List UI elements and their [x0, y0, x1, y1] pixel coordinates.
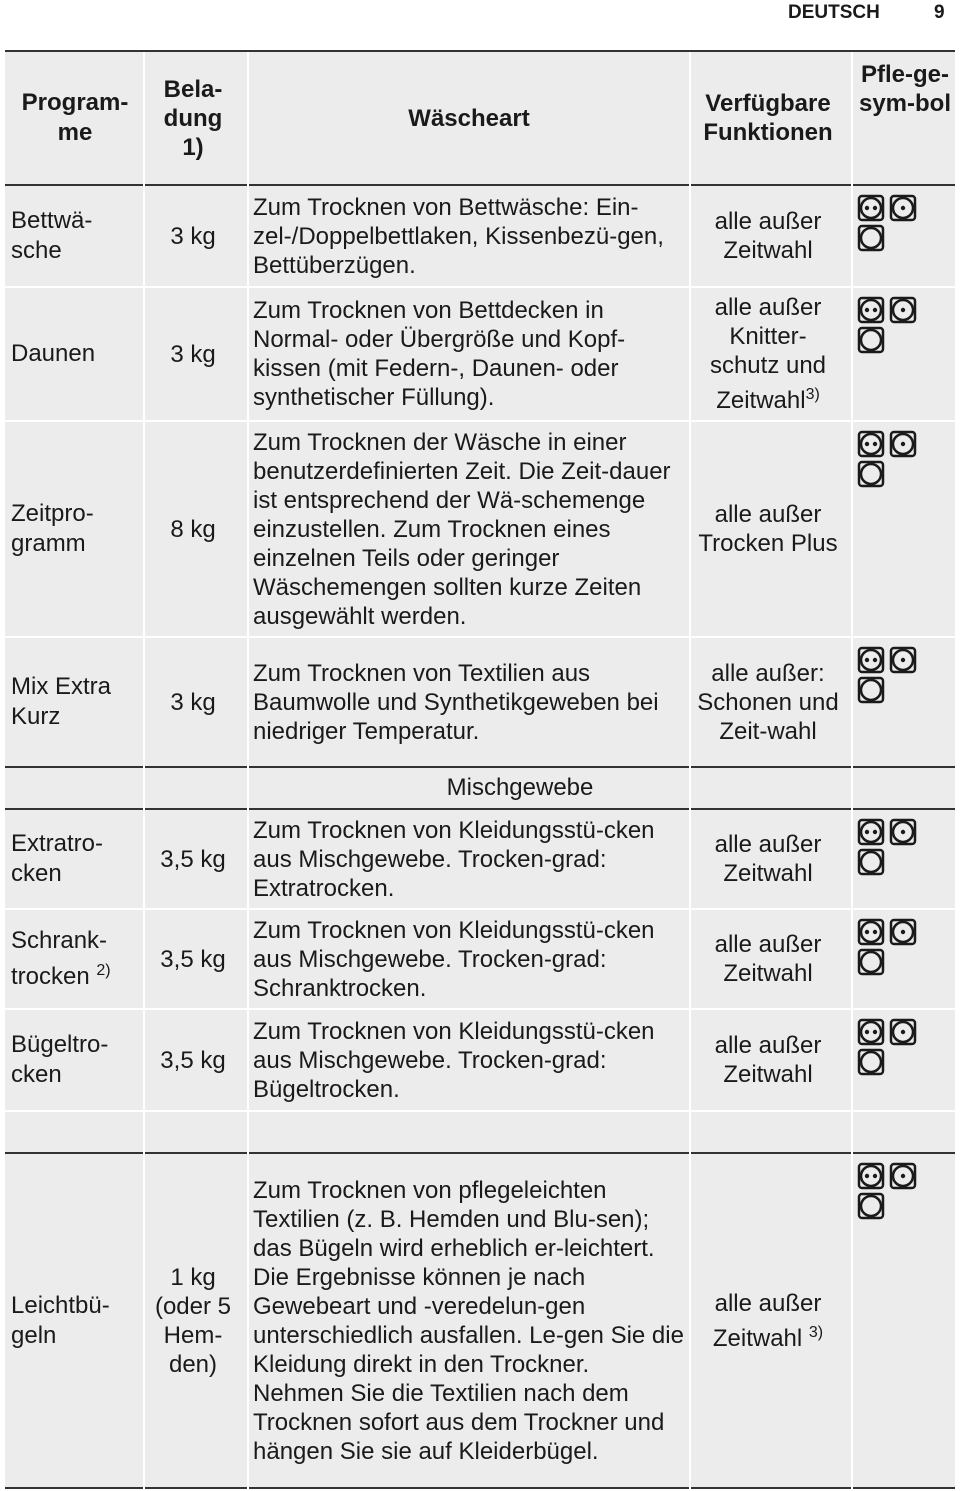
- table-row: [5, 422, 955, 638]
- functions-footnote: 3): [808, 1323, 824, 1341]
- laundry-description: Zum Trocknen der Wäsche in einer benutzerdefinierten Zeit. Die Zeit-dauer ist entsprechend der Wä-schemenge einzustellen. Zum Trocknen eines einzelnen Teils oder geringer Wäschemengen sollten kurze Zeiten ausgewählt werden.: [253, 428, 671, 630]
- table-row: [5, 638, 955, 768]
- dryer-plain-icon: [857, 224, 885, 252]
- available-functions: [695, 1010, 841, 1110]
- care-symbols: [857, 638, 953, 766]
- dryer-plain-icon: [857, 676, 885, 704]
- column-header-load-label: Bela-dung: [163, 75, 223, 132]
- functions-text: alle außer Zeitwahl: [714, 831, 822, 887]
- care-symbols: [857, 1010, 953, 1110]
- program-name-text: Schrank-trocken: [11, 927, 108, 990]
- laundry-description: Zum Trocknen von Kleidungsstü-cken aus Mischgewebe. Trocken-grad: Bügeltrocken.: [253, 1017, 655, 1103]
- table-row: [5, 1154, 955, 1489]
- dryer-one-dot-icon: [889, 430, 917, 458]
- program-name: Bügeltro-cken: [11, 1031, 109, 1088]
- table-row: [5, 1010, 955, 1112]
- dryer-two-dots-icon: [857, 1018, 885, 1046]
- dryer-two-dots-icon: [857, 430, 885, 458]
- functions-text: alle außer Zeitwahl: [714, 931, 822, 987]
- available-functions: [695, 1154, 841, 1487]
- column-header-program: Program-me: [21, 89, 129, 146]
- dryer-one-dot-icon: [889, 918, 917, 946]
- column-header-load: [145, 52, 241, 184]
- functions-text: alle außer Zeitwahl: [712, 1289, 822, 1352]
- page-header: [0, 0, 960, 28]
- section-title: Mischgewebe: [446, 774, 594, 801]
- table-header-row: [5, 52, 955, 186]
- laundry-description: Zum Trocknen von Kleidungsstü-cken aus Mischgewebe. Trocken-grad: Extratrocken.: [253, 816, 655, 902]
- table-row: [5, 910, 955, 1010]
- dryer-two-dots-icon: [857, 646, 885, 674]
- empty-section-row: [5, 1112, 955, 1154]
- dryer-plain-icon: [857, 848, 885, 876]
- dryer-plain-icon: [857, 326, 885, 354]
- laundry-description: Zum Trocknen von Bettdecken in Normal- oder Übergröße und Kopf-kissen (mit Federn-, Daunen- oder synthetischer Füllung).: [253, 297, 626, 411]
- dryer-two-dots-icon: [857, 818, 885, 846]
- laundry-description: Zum Trocknen von Bettwäsche: Ein-zel-/Doppelbettlaken, Kissenbezü-gen, Bettüberzügen.: [253, 193, 664, 279]
- load-footnote: 1): [182, 133, 204, 161]
- load-value: 3 kg: [170, 688, 216, 716]
- load-value: 3,5 kg: [160, 845, 226, 873]
- load-value: 3,5 kg: [160, 1046, 226, 1074]
- functions-footnote: 3): [805, 386, 820, 403]
- program-name: Zeitpro-gramm: [11, 500, 94, 557]
- table-row: [5, 810, 955, 910]
- dryer-one-dot-icon: [889, 646, 917, 674]
- laundry-description: Zum Trocknen von Kleidungsstü-cken aus Mischgewebe. Trocken-grad: Schranktrocken.: [253, 916, 655, 1002]
- dryer-one-dot-icon: [889, 1162, 917, 1190]
- dryer-plain-icon: [857, 948, 885, 976]
- program-name: Bettwä-sche: [11, 207, 93, 264]
- load-value: 3,5 kg: [160, 945, 226, 973]
- available-functions: [695, 638, 841, 766]
- column-header-care: Pfle-ge-sym-bol: [858, 61, 951, 117]
- care-symbols: [857, 910, 953, 1008]
- functions-text: alle außer Trocken Plus: [698, 501, 838, 557]
- available-functions: [695, 910, 841, 1008]
- program-footnote: 2): [96, 962, 111, 979]
- language-label: DEUTSCH: [788, 2, 880, 23]
- care-symbols: [857, 288, 953, 420]
- dryer-two-dots-icon: [857, 918, 885, 946]
- dryer-one-dot-icon: [889, 296, 917, 324]
- program-name: [11, 910, 137, 1008]
- dryer-two-dots-icon: [857, 1162, 885, 1190]
- load-value: 3 kg: [170, 340, 216, 368]
- column-header-type: Wäscheart: [408, 104, 530, 132]
- program-name: Extratro-cken: [11, 830, 104, 887]
- available-functions: [695, 186, 841, 286]
- functions-text: alle außer Knitter-schutz und Zeitwahl: [709, 294, 827, 414]
- load-value: 1 kg (oder 5 Hem-den): [154, 1263, 232, 1378]
- laundry-description: Zum Trocknen von Textilien aus Baumwolle und Synthetikgeweben bei niedriger Temperatur.: [253, 659, 659, 745]
- column-header-functions: Verfügbare Funktionen: [703, 90, 833, 146]
- dryer-plain-icon: [857, 1192, 885, 1220]
- dryer-one-dot-icon: [889, 194, 917, 222]
- dryer-two-dots-icon: [857, 296, 885, 324]
- available-functions: [695, 422, 841, 636]
- table-row: [5, 288, 955, 422]
- available-functions: [695, 288, 841, 420]
- available-functions: [695, 810, 841, 908]
- care-symbols: [857, 422, 953, 636]
- dryer-plain-icon: [857, 1048, 885, 1076]
- functions-text: alle außer Zeitwahl: [714, 208, 822, 264]
- care-symbols: [857, 186, 953, 286]
- program-name: Leichtbü-geln: [11, 1291, 110, 1349]
- program-name: Daunen: [11, 340, 96, 367]
- page-number: 9: [934, 2, 945, 23]
- load-value: 3 kg: [170, 222, 216, 250]
- section-row: [5, 768, 955, 810]
- program-table: [5, 50, 955, 1489]
- dryer-two-dots-icon: [857, 194, 885, 222]
- program-name: Mix Extra Kurz: [11, 673, 112, 730]
- care-symbols: [857, 1154, 953, 1487]
- dryer-one-dot-icon: [889, 818, 917, 846]
- functions-text: alle außer: Schonen und Zeit-wahl: [697, 659, 839, 745]
- load-value: 8 kg: [170, 515, 216, 543]
- dryer-plain-icon: [857, 460, 885, 488]
- laundry-description: Zum Trocknen von pflegeleichten Textilien (z. B. Hemden und Blu-sen); das Bügeln wird erheblich er-leichtert. Die Ergebnisse können je nach Gewebeart und -veredelun-gen unterschiedlich ausfallen. Le-gen Sie die Kleidung direkt in den Trockner. Nehmen Sie die Textilien nach dem Trocknen sofort aus dem Trockner und hängen Sie sie auf Kleiderbügel.: [253, 1176, 684, 1465]
- care-symbols: [857, 810, 953, 908]
- functions-text: alle außer Zeitwahl: [714, 1032, 822, 1088]
- table-row: [5, 186, 955, 288]
- dryer-one-dot-icon: [889, 1018, 917, 1046]
